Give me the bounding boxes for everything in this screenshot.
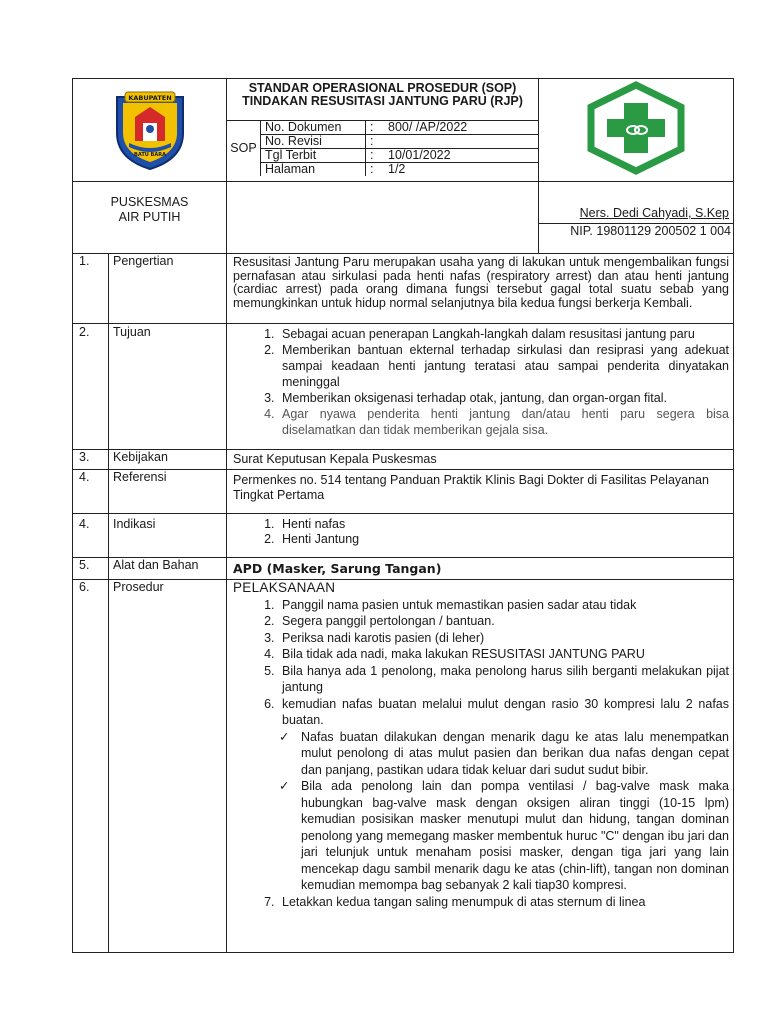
section-row: 4. Indikasi 1. Henti nafas 2. Henti Jantung <box>73 514 734 558</box>
goals-cell <box>227 324 734 450</box>
procedure-list <box>233 597 729 729</box>
blank-cell <box>227 182 539 254</box>
indications-list <box>233 517 729 547</box>
svg-text:BATU BARA: BATU BARA <box>133 152 166 158</box>
list-item: 4. Agar nyawa penderita henti jantung dan/atau henti paru segera bisa diselamatkan dan tidak memberikan gejala sisa. <box>278 406 729 438</box>
document-title: STANDAR OPERASIONAL PROSEDUR (SOP) TINDAKAN RESUSITASI JANTUNG PARU (RJP) <box>242 81 523 108</box>
org-name-cell <box>73 182 227 254</box>
title-cell <box>227 79 539 182</box>
meta-row: Halaman : 1/2 <box>261 163 538 177</box>
list-item: 7. Letakkan kedua tangan saling menumpuk di atas sternum di linea <box>278 894 729 911</box>
doc-meta-table <box>261 121 538 176</box>
procedure-heading: PELAKSANAAN <box>233 580 336 595</box>
signature-cell <box>539 182 734 254</box>
meta-row: No. Dokumen : 800/ /AP/2022 <box>261 121 538 135</box>
goals-list <box>233 326 729 438</box>
org-name-line2: AIR PUTIH <box>118 210 181 224</box>
sop-table <box>72 78 734 953</box>
list-item: 3. Periksa nadi karotis pasien (di leher) <box>278 630 729 647</box>
puskesmas-logo <box>581 81 691 175</box>
signer-name: Ners. Dedi Cahyadi, S.Kep <box>539 206 733 224</box>
list-item: 4. Bila tidak ada nadi, maka lakukan RESUSITASI JANTUNG PARU <box>278 646 729 663</box>
equipment-text: APD (Masker, Sarung Tangan) <box>227 558 734 580</box>
doc-meta-wrap <box>227 120 538 176</box>
section-row: 3. Kebijakan Surat Keputusan Kepala Puskesmas <box>73 450 734 470</box>
list-item: 2. Henti Jantung <box>278 532 729 547</box>
indications-cell <box>227 514 734 558</box>
definition-text: Resusitasi Jantung Paru merupakan usaha yang di lakukan untuk mengembalikan fungsi pernafasan atau sirkulasi pada henti nafas (respiratory arrest) dan atau henti jantung (cardiac arrest) pada orang dimana fungsi tersebut gagal total suatu sebab yang memungkinkan untuk hidup normal selanjutnya bila kedua fungsi berkerja Kembali. <box>227 254 734 324</box>
section-row: 1. Pengertian Resusitasi Jantung Paru merupakan usaha yang di lakukan untuk mengembalikan fungsi pernafasan atau sirkulasi pada henti nafas (respiratory arrest) dan atau henti jantung (cardiac arrest) pada orang dimana fungsi tersebut gagal total suatu sebab yang memungkinkan untuk hidup normal selanjutnya bila kedua fungsi berkerja Kembali. <box>73 254 734 324</box>
section-row: 2. Tujuan 1. Sebagai acuan penerapan Langkah-langkah dalam resusitasi jantung paru 2. Memberikan bantuan ekternal terhadap sirkulasi dan resiprasi yang adekuat sampai keadaan henti jantung teratasi atau sampai penderita dinyatakan meninggal 3. Memberikan oksigenasi terhadap otak, jantung, dan organ-organ fital. 4. Agar nyawa penderita henti jantung dan/atau henti paru segera bisa diselamatkan dan tidak memberikan gejala sisa. <box>73 324 734 450</box>
svg-text:KABUPATEN: KABUPATEN <box>127 94 172 102</box>
org-name-line1: PUSKESMAS <box>110 195 189 209</box>
signer-nip: NIP. 19801129 200502 1 004 <box>570 224 732 238</box>
list-item: 1. Henti nafas <box>278 517 729 532</box>
regency-logo-cell <box>73 79 227 182</box>
meta-row: Tgl Terbit : 10/01/2022 <box>261 149 538 163</box>
list-item: 2. Segera panggil pertolongan / bantuan. <box>278 613 729 630</box>
procedure-sublist <box>233 729 729 894</box>
list-item: 2. Memberikan bantuan ekternal terhadap sirkulasi dan resiprasi yang adekuat sampai keadaan henti jantung teratasi atau sampai penderita dinyatakan meninggal <box>278 342 729 390</box>
list-item: 5. Bila hanya ada 1 penolong, maka penolong harus silih berganti melakukan pijat jantung <box>278 663 729 696</box>
procedure-cell <box>227 580 734 953</box>
procedure-list-continued <box>233 894 729 911</box>
meta-row: No. Revisi : <box>261 135 538 149</box>
check-item: ✓ Bila ada penolong lain dan pompa ventilasi / bag-valve mask maka hubungkan bag-valve mask dengan oksigen aliran tinggi (10-15 lpm) kemudian posisikan masker menutupi mulut dan hidung, tangan dominan penolong yang memegang masker membentuk huruc "C" dengan ibu jari dan jari telunjuk untuk menaham posisi masker, dengan tiga jari yang lain mencekap dagu sambil menarik dagu ke atas (chin-lift), tangan non dominan kemudian memompa bag sebanyak 2 kali tiap30 kompresi. <box>301 778 729 894</box>
list-item: 1. Sebagai acuan penerapan Langkah-langkah dalam resusitasi jantung paru <box>278 326 729 342</box>
section-row: 5. Alat dan Bahan APD (Masker, Sarung Tangan) <box>73 558 734 580</box>
list-item: 3. Memberikan oksigenasi terhadap otak, jantung, dan organ-organ fital. <box>278 390 729 406</box>
regency-shield-logo <box>105 83 195 173</box>
list-item: 6. kemudian nafas buatan melalui mulut dengan rasio 30 kompresi lalu 2 nafas buatan. <box>278 696 729 729</box>
section-row: 6. Prosedur PELAKSANAAN 1. Panggil nama pasien untuk memastikan pasien sadar atau tidak 2. Segera panggil pertolongan / bantuan. 3. Periksa nadi karotis pasien (di leher) 4. Bila tidak ada nadi, maka lakukan RESUSITASI JANTUNG PARU 5. Bila hanya ada 1 penolong, maka penolong harus silih berganti melakukan pijat jantung 6. kemudian nafas buatan melalui mulut dengan rasio 30 kompresi lalu 2 nafas buatan. ✓ Nafas buatan dilakukan dengan menarik dagu ke atas lalu menempatkan mulut penolong di atas mulut pasien dan berikan dua nafas dengan cepat dan panjang, pastikan udara tidak keluar dari sudut sudut bibir. ✓ Bila ada penolong lain dan pompa ventilasi / bag-valve mask maka hubungkan bag-valve mask dengan oksigen aliran tinggi (10-15 lpm) kemudian posisikan masker menutupi mulut dan hidung, tangan dominan penolong yang memegang masker membentuk huruc "C" dengan ibu jari dan jari telunjuk untuk menaham posisi masker, dengan tiga jari yang lain mencekap dagu sambil menarik dagu ke atas (chin-lift), tangan non dominan kemudian memompa bag sebanyak 2 kali tiap30 kompresi. 7. Letakkan kedua tangan saling menumpuk di atas sternum di linea <box>73 580 734 953</box>
section-row: 4. Referensi Permenkes no. 514 tentang Panduan Praktik Klinis Bagi Dokter di Fasilitas Pelayanan Tingkat Pertama <box>73 470 734 514</box>
check-item: ✓ Nafas buatan dilakukan dengan menarik dagu ke atas lalu menempatkan mulut penolong di atas mulut pasien dan berikan dua nafas dengan cepat dan panjang, pastikan udara tidak keluar dari sudut sudut bibir. <box>301 729 729 779</box>
puskesmas-logo-cell <box>539 79 734 182</box>
sop-label: SOP <box>227 121 261 177</box>
list-item: 1. Panggil nama pasien untuk memastikan pasien sadar atau tidak <box>278 597 729 614</box>
